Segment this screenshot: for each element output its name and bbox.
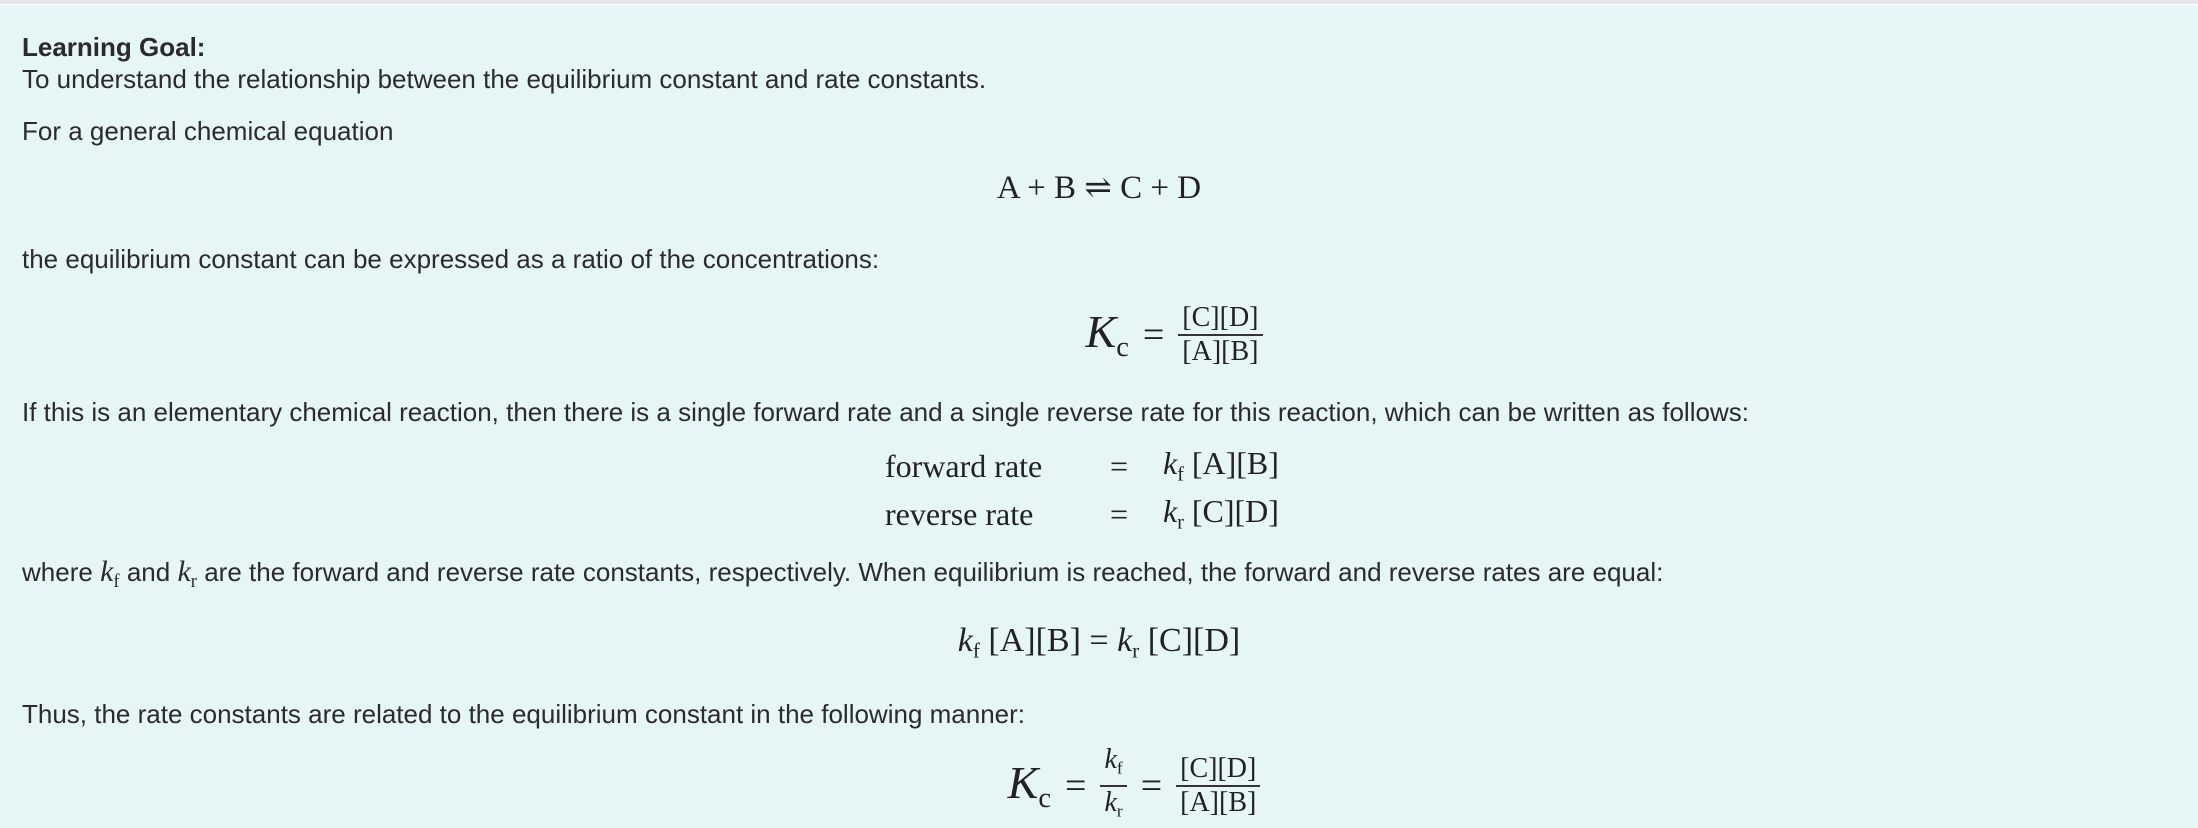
where-paragraph: where $k_f$ and $k_r$ are the forward and reverse rate constants, respectively. When equilibrium is reached, the forward and reverse rates are equal:: [22, 555, 1664, 592]
rate-constant-fraction: [1100, 745, 1126, 826]
forward-rate-row: [885, 442, 1313, 490]
forward-rate-equals: =: [1109, 447, 1129, 484]
kr-denominator: $k_r$: [1104, 786, 1123, 821]
final-denominator: [A][B]: [1180, 786, 1257, 818]
reverse-rate-equals: =: [1109, 495, 1129, 532]
kf-symbol: $k_f$: [100, 555, 120, 592]
learning-goal-panel: [0, 5, 2198, 828]
elementary-paragraph: If this is an elementary chemical reaction, then there is a single forward rate and a single reverse rate for this reaction, which can be written as follows:: [22, 397, 1749, 427]
reverse-rate-row: [885, 490, 1313, 538]
final-numerator: [C][D]: [1176, 754, 1260, 787]
intro-paragraph: For a general chemical equation: [22, 116, 394, 146]
general-equation: A + B ⇌ C + D: [996, 170, 1202, 206]
reverse-rate-label: reverse rate: [885, 495, 1034, 532]
kc-intro-paragraph: the equilibrium constant can be expressed as a ratio of the concentrations:: [22, 244, 880, 274]
final-equals-1: =: [1065, 764, 1087, 807]
kc-fraction: [1178, 303, 1262, 367]
equal-rates-equation: $k_f$ $[A][B] = k_r$ [C][D]: [957, 621, 1241, 663]
kr-symbol: $k_r$: [177, 555, 197, 592]
kf-numerator: $k_f$: [1100, 745, 1126, 787]
final-relationship: [22, 746, 2176, 826]
kc-symbol: $K_c$: [1085, 306, 1129, 364]
forward-rate-expression: $k_f$ [A][B]: [1163, 445, 1279, 486]
final-equals-2: =: [1140, 764, 1163, 807]
forward-rate-label: forward rate: [885, 447, 1043, 484]
rate-equations: [885, 442, 1313, 538]
kc-numerator: [C][D]: [1178, 303, 1262, 336]
reverse-rate-expression: $k_r$ [C][D]: [1163, 493, 1279, 534]
kc-denominator: [A][B]: [1182, 336, 1259, 367]
top-divider: [0, 0, 2198, 4]
final-concentration-fraction: [1176, 754, 1260, 818]
kc-expression: [22, 297, 2176, 373]
thus-paragraph: Thus, the rate constants are related to the equilibrium constant in the following manner:: [22, 698, 1026, 729]
final-kc-symbol: $K_c$: [1007, 757, 1052, 815]
learning-goal-heading: Learning Goal:: [22, 32, 206, 62]
learning-goal-text: To understand the relationship between the equilibrium constant and rate constants.: [22, 64, 987, 94]
equals-sign: =: [1142, 314, 1165, 356]
